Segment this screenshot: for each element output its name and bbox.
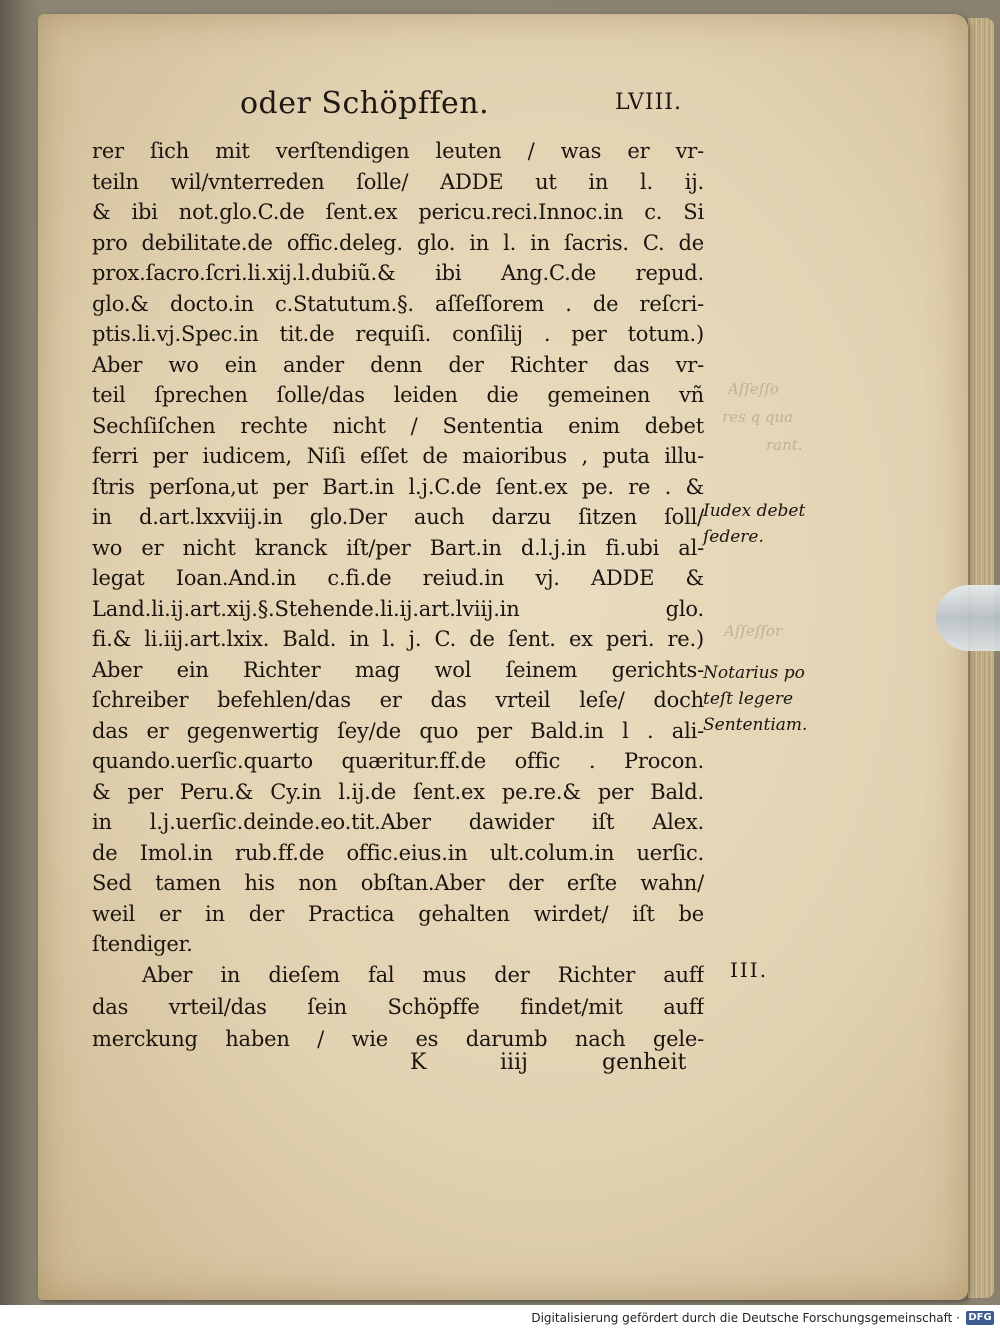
text-line: ptis.li.vj.Spec.in tit.de requiſi. conſilij . per totum.) <box>92 322 704 346</box>
text-line: pro debilitate.de offic.deleg. glo. in l. in ſacris. C. de <box>92 230 704 255</box>
text-line: merckung haben / wie es darumb nach gele- <box>92 1026 704 1051</box>
text-line: ferri per iudicem, Niſi eſſet de maioribus , puta illu- <box>92 444 704 468</box>
text-line: quando.uerſic.quarto quæritur.ff.de offic . Procon. <box>92 749 704 773</box>
running-head: oder Schöpffen. <box>240 86 490 121</box>
text-line: prox.ſacro.ſcri.li.xij.l.dubiũ.& ibi Ang.C.de repud. <box>92 261 704 285</box>
bleed-through-text: res q qua <box>722 408 794 426</box>
bleed-through-text: Aſſeſſor <box>724 622 783 640</box>
signature-mark: K <box>410 1050 427 1075</box>
bleed-through-text: Aſſeſſo <box>728 380 779 398</box>
dfg-logo: DFG <box>966 1311 994 1325</box>
text-line: ſtris perſona,ut per Bart.in l.j.C.de ſent.ex pe. re . & <box>92 474 704 499</box>
text-line: legat Ioan.And.in c.fi.de reiud.in vj. ADDE & <box>92 566 704 590</box>
text-line: weil er in der Practica gehalten wirdet/ iſt be <box>92 901 704 926</box>
text-line: teil ſprechen ſolle/das leiden die gemeinen vñ <box>92 383 704 407</box>
folio-number: LVIII. <box>615 90 682 115</box>
signature-number: iiij <box>500 1050 528 1075</box>
text-line: das er gegenwertig ſey/de quo per Bald.in l . ali- <box>92 718 704 743</box>
catchword: genheit <box>602 1050 687 1075</box>
text-line: Sechſiſchen rechte nicht / Sententia enim debet <box>92 413 704 438</box>
text-line: & per Peru.& Cy.in l.ij.de ſent.ex pe.re.& per Bald. <box>92 779 704 804</box>
margin-note-line: ſedere. <box>703 527 764 547</box>
section-number: III. <box>730 958 769 982</box>
text-line: ſtendiger. <box>92 932 193 956</box>
margin-note-line: Sententiam. <box>703 715 808 735</box>
book-page-edges <box>968 18 994 1298</box>
margin-note-notarius <box>703 660 807 738</box>
body-text <box>92 136 704 1056</box>
text-line: rer ſich mit verſtendigen leuten / was er vr- <box>92 139 704 163</box>
section-first-line: Aber in dieſem fal mus der Richter auff <box>142 962 704 987</box>
text-line: fi.& li.iij.art.lxix. Bald. in l. j. C. de ſent. ex peri. re.) <box>92 627 704 651</box>
margin-note-line: teſt legere <box>703 689 794 709</box>
margin-note-line: Iudex debet <box>703 501 806 521</box>
digitization-footer <box>0 1305 1000 1331</box>
text-line: Aber wo ein ander denn der Richter das vr- <box>92 352 704 377</box>
bleed-through-text: rant. <box>766 436 803 454</box>
text-line: de Imol.in rub.ff.de offic.eius.in ult.colum.in uerſic. <box>92 840 704 865</box>
text-line: wo er nicht kranck iſt/per Bart.in d.l.j.in fi.ubi al- <box>92 535 704 560</box>
text-line: Land.li.ij.art.xij.§.Stehende.li.ij.art.lviij.in glo. <box>92 596 704 621</box>
text-line: in d.art.lxxviij.in glo.Der auch darzu ſitzen ſoll/ <box>92 505 704 529</box>
margin-note-line: Notarius po <box>703 663 805 683</box>
margin-note-iudex <box>703 498 805 550</box>
text-line: glo.& docto.in c.Statutum.§. aſſeſſorem . de reſcri- <box>92 291 704 316</box>
text-line: das vrteil/das ſein Schöpffe findet/mit auff <box>92 994 704 1019</box>
text-line: teiln wil/vnterreden ſolle/ ADDE ut in l. ij. <box>92 169 704 194</box>
text-line: in l.j.uerſic.deinde.eo.tit.Aber dawider iſt Alex. <box>92 810 704 834</box>
text-line: ſchreiber befehlen/das er das vrteil leſe/ doch <box>92 688 704 712</box>
page-clip <box>936 585 1000 651</box>
text-line: Sed tamen his non obſtan.Aber der erſte wahn/ <box>92 871 704 895</box>
funding-credit: Digitalisierung gefördert durch die Deutsche Forschungsgemeinschaft · <box>531 1311 960 1325</box>
text-line: & ibi not.glo.C.de ſent.ex pericu.reci.Innoc.in c. Si <box>92 200 704 224</box>
text-line: Aber ein Richter mag wol ſeinem gerichts- <box>92 657 704 682</box>
